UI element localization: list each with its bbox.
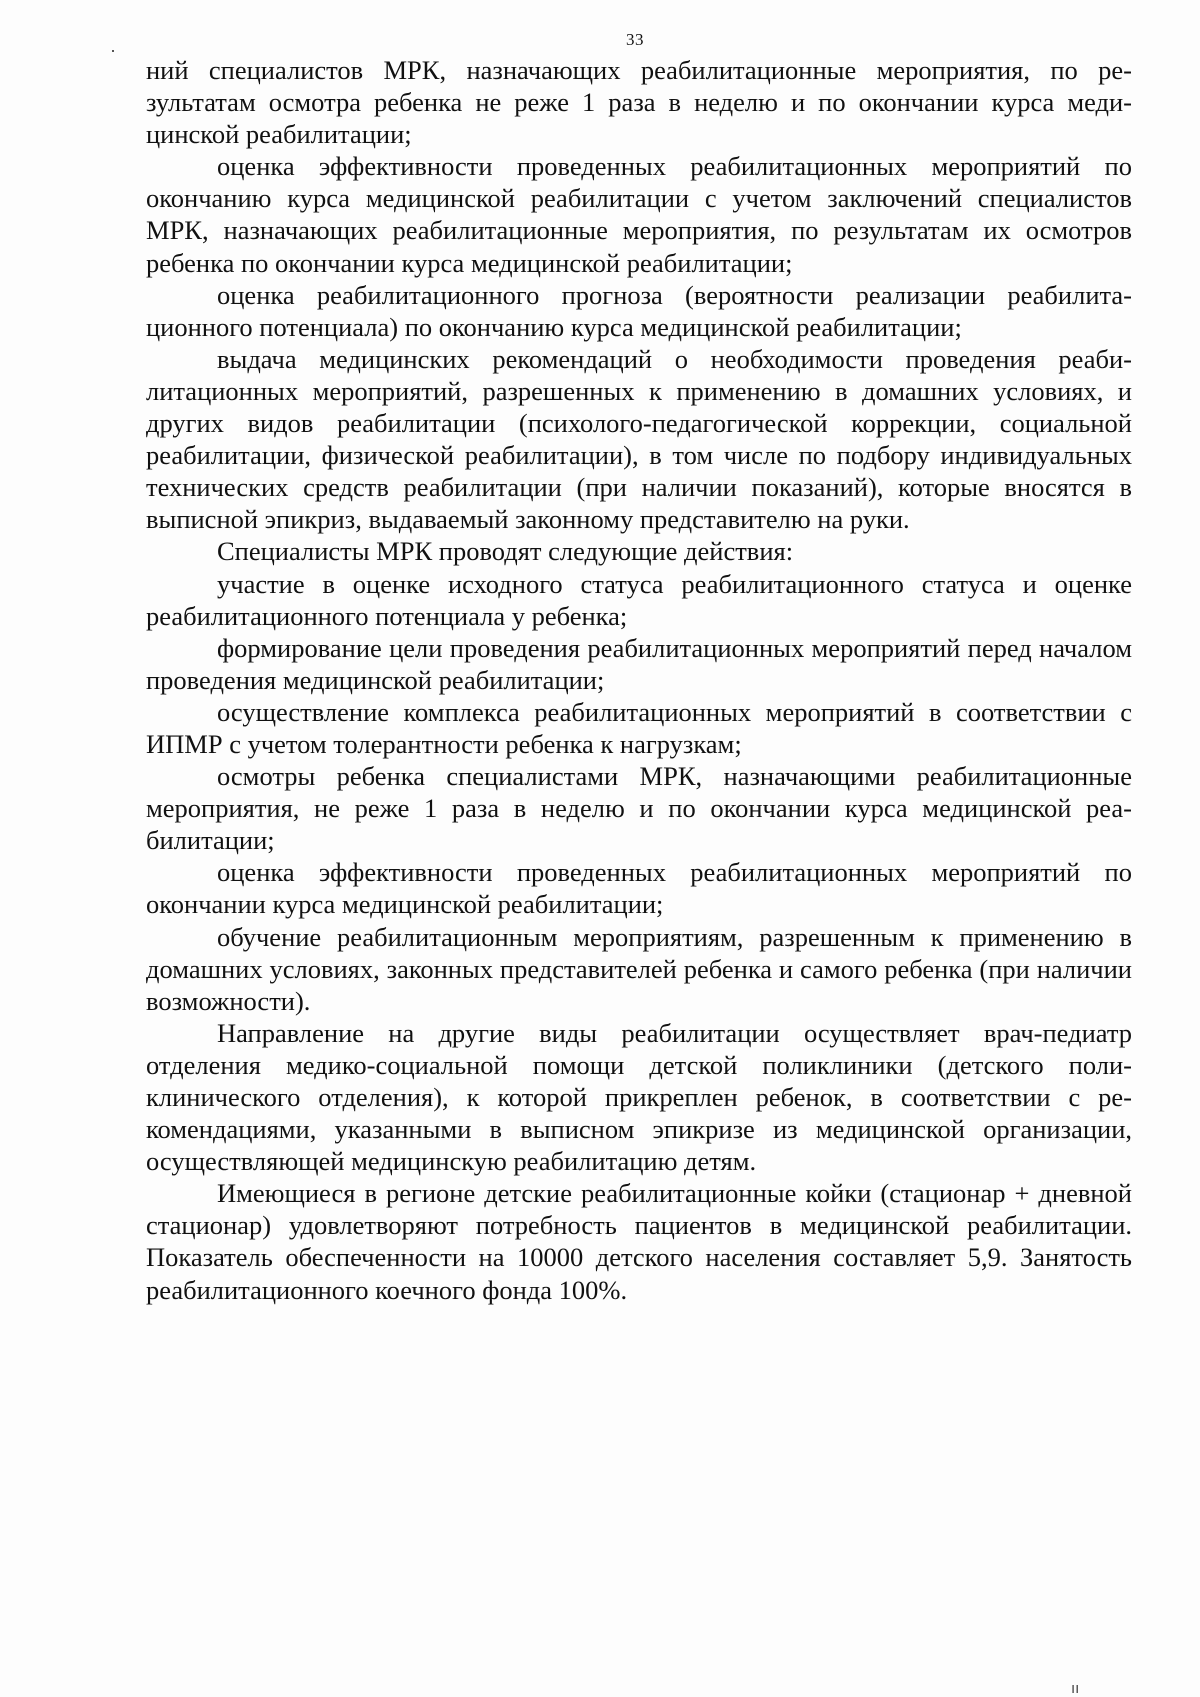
paragraph: выдача медицинских рекомендаций о необходимости проведения реабилитационных мероприятий, разрешенных к применению в домашних условиях, и других видов реабилитации (психолого-педагогической коррекции, социальной реабилитации, физической реабилитации), в том числе по подбору индивидуальных технических средств реабилитации (при наличии показаний), которые вносятся в выписной эпикриз, выдаваемый законному представителю на руки. [146,343,1132,535]
paragraph-continuation: ний специалистов МРК, назначающих реабилитационные мероприятия, по результатам осмотра ребенка не реже 1 раза в неделю и по окончании курса медицинской реабилитации; [146,55,1132,150]
paragraph: Направление на другие виды реабилитации осуществляет врач-педиатр отделения медико-социальной помощи детской поликлиники (детского поликлинического отделения), к которой прикреплен ребенок, в соответствии с рекомендациями, указанными в выписном эпикризе из медицинской организации, осуществляющей медицинскую реабилитацию детям. [146,1017,1132,1177]
paragraph: осмотры ребенка специалистами МРК, назначающими реабилитационные мероприятия, не реже 1 раза в неделю и по окончании курса медицинской реабилитации; [146,761,1132,856]
paragraph: Имеющиеся в регионе детские реабилитационные койки (стационар + дневной стационар) удовлетворяют потребность пациентов в медицинской реабилитации. Показатель обеспеченности на 10000 детского населения составляет 5,9. Занятость реабилитационного коечного фонда 100%. [146,1178,1132,1305]
paragraph: оценка реабилитационного прогноза (вероятности реализации реабилитационного потенциала) по окончанию курса медицинской реабилитации; [146,279,1132,342]
paragraph: Специалисты МРК проводят следующие действия: [217,536,794,567]
paragraph: участие в оценке исходного статуса реабилитационного статуса и оценке реабилитационного потенциала у ребенка; [146,568,1132,631]
paragraph: осуществление комплекса реабилитационных мероприятий в соответствии с ИПМР с учетом толерантности ребенка к нагрузкам; [146,696,1132,759]
paragraph: формирование цели проведения реабилитационных мероприятий перед началом проведения медицинской реабилитации; [146,632,1132,695]
corner-mark: ıı [1071,1680,1080,1697]
page-number: 33 [626,30,644,49]
paragraph: оценка эффективности проведенных реабилитационных мероприятий по окончанию курса медицинской реабилитации с учетом заключений специалистов МРК, назначающих реабилитационные мероприятия, по результатам их осмотров ребенка по окончании курса медицинской реабилитации; [146,151,1132,278]
paragraph: оценка эффективности проведенных реабилитационных мероприятий по окончании курса медицинской реабилитации; [146,857,1132,920]
scan-speck [112,50,114,52]
paragraph: обучение реабилитационным мероприятиям, разрешенным к применению в домашних условиях, законных представителей ребенка и самого ребенка (при наличии возможности). [146,921,1132,1016]
document-body [146,54,1132,1306]
